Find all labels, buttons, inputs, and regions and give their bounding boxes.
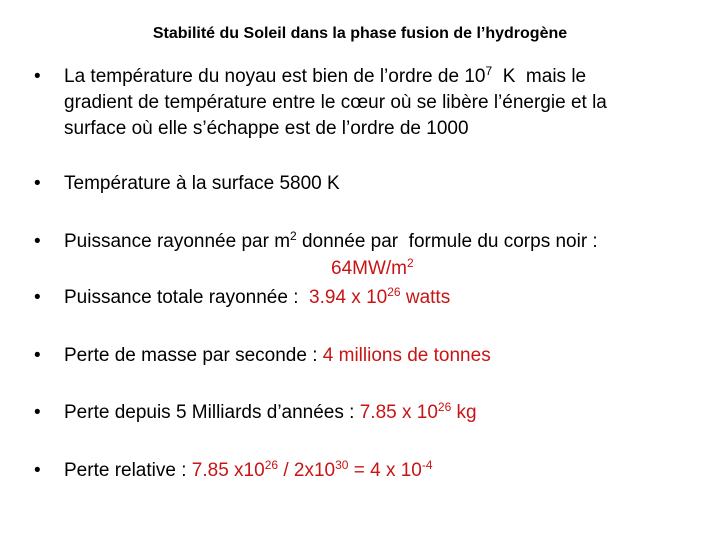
slide-title: Stabilité du Soleil dans la phase fusion de l’hydrogène	[152, 25, 568, 42]
relative-loss-value	[192, 460, 433, 481]
bullet-icon: •	[34, 345, 41, 366]
text-segment: Puissance totale rayonnée :	[64, 287, 310, 308]
text-segment: 7.85 x10	[191, 460, 265, 481]
bullet-icon: •	[34, 173, 41, 194]
bullet-icon: •	[34, 402, 41, 423]
exponent: 7	[485, 64, 493, 78]
bullet-line: surface où elle s’échappe est de l’ordre de 1000	[64, 118, 469, 139]
text-segment: 64MW/m	[331, 258, 407, 279]
bullet-text	[64, 285, 684, 311]
bullet-icon: •	[34, 66, 41, 87]
text-segment: K mais le	[492, 66, 587, 87]
bullet-icon: •	[34, 231, 41, 252]
power-per-m2-value	[331, 256, 414, 282]
text-segment: donnée par formule du corps noir :	[296, 231, 598, 252]
bullet-text: Température à la surface 5800 K	[64, 173, 340, 194]
total-loss-value	[360, 402, 477, 423]
bullet-icon: •	[34, 460, 41, 481]
bullet-icon: •	[34, 287, 41, 308]
exponent: 2	[407, 256, 414, 270]
text-segment: 7.85 x 10	[359, 402, 438, 423]
text-segment: = 4 x 10	[348, 460, 422, 481]
exponent: 26	[387, 285, 401, 299]
exponent: 26	[264, 458, 279, 472]
exponent: 30	[335, 458, 349, 472]
bullet-text	[64, 400, 684, 426]
exponent: 2	[290, 229, 297, 243]
bullet-text	[64, 343, 684, 369]
bullet-line	[64, 64, 684, 90]
bullet-text	[64, 458, 684, 484]
text-segment: / 2x10	[278, 460, 336, 481]
text-segment: La température du noyau est bien de l’ordre de 10	[64, 66, 486, 87]
bullet-text	[64, 64, 684, 142]
text-segment: kg	[451, 402, 477, 423]
text-segment: Perte depuis 5 Milliards d’années :	[64, 402, 360, 423]
mass-loss-value: 4 millions de tonnes	[322, 345, 491, 366]
text-segment: Perte de masse par seconde :	[64, 345, 323, 366]
exponent: 26	[437, 400, 452, 414]
total-power-value	[309, 287, 450, 308]
text-segment: Perte relative :	[64, 460, 192, 481]
exponent: -4	[421, 458, 433, 472]
bullet-text	[64, 229, 684, 255]
text-segment: 3.94 x 10	[309, 287, 388, 308]
bullet-line: gradient de température entre le cœur où se libère l’énergie et la	[64, 92, 607, 113]
text-segment: Puissance rayonnée par m	[64, 231, 291, 252]
text-segment: watts	[400, 287, 451, 308]
